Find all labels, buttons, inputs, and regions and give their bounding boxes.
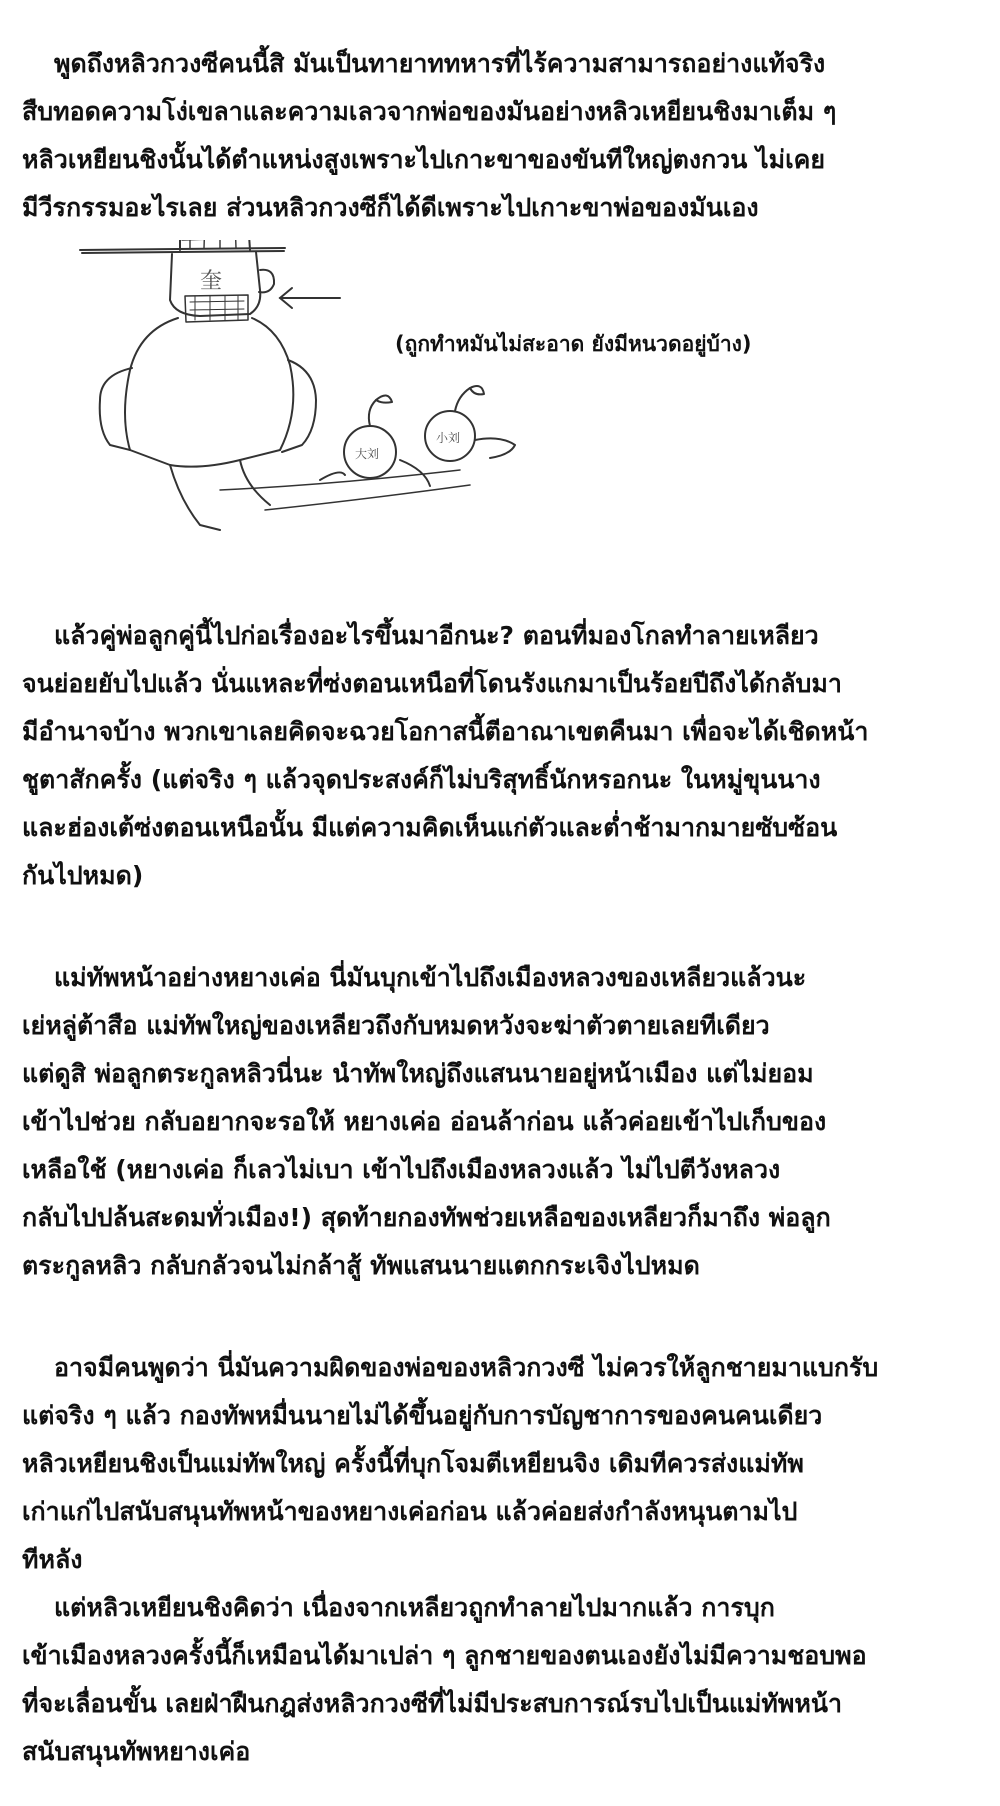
text-line: สนับสนุนทัพหยางเค่อ <box>22 1737 251 1766</box>
text-line: เก่าแก่ไปสนับสนุนทัพหน้าของหยางเค่อก่อน แล้วค่อยส่งกำลังหนุนตามไป <box>22 1497 798 1526</box>
text-line: หลิวเหยียนชิงนั้นได้ตำแหน่งสูงเพราะไปเกาะขาของขันทีใหญ่ตงกวน ไม่เคย <box>22 145 826 174</box>
text-line: พูดถึงหลิวกวงซีคนนี้สิ มันเป็นทายาททหารที่ไร้ความสามารถอย่างแท้จริง <box>54 49 826 78</box>
text-line: สืบทอดความโง่เขลาและความเลวจากพ่อของมันอย่างหลิวเหยียนชิงมาเต็ม ๆ <box>22 97 837 126</box>
arrow-icon <box>280 288 340 308</box>
text-line: แต่จริง ๆ แล้ว กองทัพหมื่นนายไม่ได้ขึ้นอยู่กับการบัญชาการของคนคนเดียว <box>22 1401 823 1430</box>
text-line: จนย่อยยับไปแล้ว นั่นแหละที่ซ่งตอนเหนือที่โดนรังแกมาเป็นร้อยปีถึงได้กลับมา <box>22 669 842 698</box>
text-line: อาจมีคนพูดว่า นี่มันความผิดของพ่อของหลิวกวงซี ไม่ควรให้ลูกชายมาแบกรับ <box>54 1353 879 1382</box>
illustration-caption: (ถูกทำหมันไม่สะอาด ยังมีหนวดอยู่บ้าง) <box>395 332 752 356</box>
text-line: กันไปหมด) <box>22 861 144 890</box>
text-line: เหลือใช้ (หยางเค่อ ก็เลวไม่เบา เข้าไปถึงเมืองหลวงแล้ว ไม่ไปตีวังหลวง <box>22 1155 781 1184</box>
text-line: ที่จะเลื่อนขั้น เลยฝ่าฝืนกฎส่งหลิวกวงซีที่ไม่มีประสบการณ์รบไปเป็นแม่ทัพหน้า <box>22 1689 842 1718</box>
head-left-mark: 大刘 <box>355 447 380 461</box>
text-line: แม่ทัพหน้าอย่างหยางเค่อ นี่มันบุกเข้าไปถึงเมืองหลวงของเหลียวแล้วนะ <box>54 963 807 992</box>
eunuch-sketch-illustration <box>70 240 790 570</box>
paragraph-3 <box>22 954 990 1290</box>
robe-body <box>125 318 293 467</box>
text-line: มีวีรกรรมอะไรเลย ส่วนหลิวกวงซีก็ได้ดีเพราะไปเกาะขาพ่อของมันเอง <box>22 193 759 222</box>
paragraph-1 <box>22 40 990 232</box>
text-line: แต่ดูสิ พ่อลูกตระกูลหลิวนี่นะ นำทัพใหญ่ถึงแสนนายอยู่หน้าเมือง แต่ไม่ยอม <box>22 1059 814 1088</box>
paragraph-4 <box>22 1344 990 1584</box>
paragraph-5 <box>22 1584 990 1776</box>
text-line: เย่หลู่ต้าสือ แม่ทัพใหญ่ของเหลียวถึงกับหมดหวังจะฆ่าตัวตายเลยทีเดียว <box>22 1011 770 1040</box>
text-line: ชูตาสักครั้ง (แต่จริง ๆ แล้วจุดประสงค์ก็ไม่บริสุทธิ์นักหรอกนะ ในหมู่ขุนนาง <box>22 765 821 794</box>
text-line: เข้าไปช่วย กลับอยากจะรอให้ หยางเค่อ อ่อนล้าก่อน แล้วค่อยเข้าไปเก็บของ <box>22 1107 827 1136</box>
text-line: เข้าเมืองหลวงครั้งนี้ก็เหมือนได้มาเปล่า ๆ ลูกชายของตนเองยังไม่มีความชอบพอ <box>22 1641 867 1670</box>
text-line: ทีหลัง <box>22 1545 83 1574</box>
hat-mark: 奎 <box>200 269 223 294</box>
text-line: ตระกูลหลิว กลับกลัวจนไม่กล้าสู้ ทัพแสนนายแตกกระเจิงไปหมด <box>22 1251 700 1280</box>
hat-brim <box>80 248 285 250</box>
paragraph-2 <box>22 612 990 900</box>
text-line: แล้วคู่พ่อลูกคู่นี้ไปก่อเรื่องอะไรขึ้นมาอีกนะ? ตอนที่มองโกลทำลายเหลียว <box>54 621 819 650</box>
text-line: มีอำนาจบ้าง พวกเขาเลยคิดจะฉวยโอกาสนี้ตีอาณาเขตคืนมา เพื่อจะได้เชิดหน้า <box>22 717 869 746</box>
text-line: แต่หลิวเหยียนชิงคิดว่า เนื่องจากเหลียวถูกทำลายไปมากแล้ว การบุก <box>54 1593 775 1622</box>
text-line: และฮ่องเต้ซ่งตอนเหนือนั้น มีแต่ความคิดเห็นแก่ตัวและต่ำช้ามากมายซับซ้อน <box>22 813 838 842</box>
head-right-mark: 小刘 <box>436 431 461 445</box>
text-line: กลับไปปล้นสะดมทั่วเมือง!) สุดท้ายกองทัพช่วยเหลือของเหลียวก็มาถึง พ่อลูก <box>22 1203 831 1232</box>
text-line: หลิวเหยียนชิงเป็นแม่ทัพใหญ่ ครั้งนี้ที่บุกโจมตีเหยียนจิง เดิมทีควรส่งแม่ทัพ <box>22 1449 804 1478</box>
